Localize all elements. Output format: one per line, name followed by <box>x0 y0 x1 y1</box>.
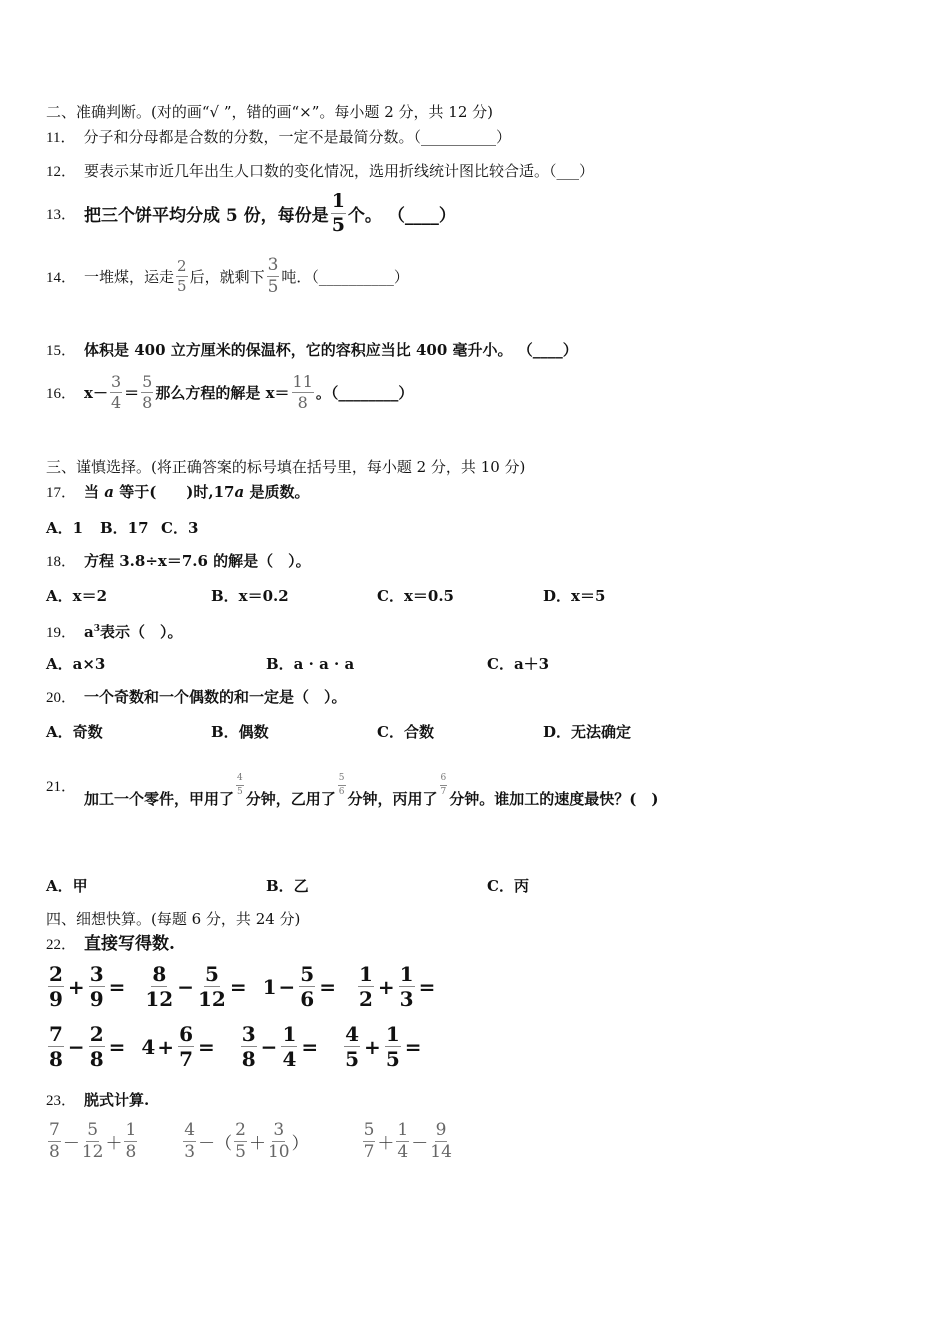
denominator: 5 <box>177 277 187 295</box>
numerator: 4 <box>345 1022 360 1046</box>
question-text: 体积是 400 立方厘米的保温杯，它的容积应当比 400 毫升小。 （____） <box>84 341 578 359</box>
denominator: 5 <box>237 787 243 797</box>
question-text: 分钟。谁加工的速度最快？( ) <box>449 790 659 808</box>
expression <box>342 1024 423 1069</box>
fraction <box>440 774 448 797</box>
question-text: 表示（ ）。 <box>100 623 183 641</box>
question-text: 等于( )时,17 <box>113 483 235 501</box>
numerator: 5 <box>142 372 153 391</box>
numerator: 4 <box>236 774 244 786</box>
fraction <box>48 964 64 1009</box>
denominator: 5 <box>235 1142 246 1162</box>
numerator: 6 <box>179 1022 193 1046</box>
fraction <box>183 1122 196 1161</box>
denominator: 3 <box>399 987 414 1011</box>
operator: − <box>177 974 194 999</box>
variable: a <box>104 483 114 501</box>
section-3-heading: 三、谨慎选择。(将正确答案的标号填在括号里，每小题 2 分，共 10 分) <box>46 458 526 476</box>
fraction <box>89 1024 105 1069</box>
fraction <box>198 964 226 1009</box>
numerator: 1 <box>358 962 373 986</box>
question-23 <box>46 1090 149 1111</box>
numerator: 3 <box>273 1120 285 1140</box>
numerator: 5 <box>87 1120 99 1140</box>
option-b[interactable]: B．偶数 <box>211 723 269 741</box>
equation-text: x－ <box>84 384 108 402</box>
operator: − <box>260 1034 278 1059</box>
fraction <box>331 192 346 235</box>
fraction <box>145 964 173 1009</box>
denominator: 5 <box>267 277 279 297</box>
question-number: 15． <box>46 343 77 359</box>
expression <box>356 964 437 1009</box>
question-text: 当 <box>84 483 105 501</box>
question-number: 17． <box>46 485 77 501</box>
option-d[interactable]: D．x＝5 <box>543 587 606 605</box>
question-text: 后，就剩下 <box>189 268 265 286</box>
operator: − <box>67 1034 85 1059</box>
option-c[interactable]: C．x＝0.5 <box>377 587 454 605</box>
numerator: 3 <box>110 372 122 391</box>
denominator: 5 <box>385 1047 400 1071</box>
numerator: 7 <box>49 1022 63 1046</box>
expression <box>46 1122 139 1161</box>
question-number: 11． <box>46 130 76 146</box>
denominator: 8 <box>125 1142 137 1162</box>
denominator: 3 <box>184 1142 196 1162</box>
question-text: 一堆煤，运走 <box>84 268 175 286</box>
denominator: 8 <box>241 1047 256 1071</box>
denominator: 7 <box>440 787 447 797</box>
close-paren: ） <box>291 1134 309 1154</box>
denominator: 5 <box>345 1047 360 1071</box>
step-calc-row <box>46 1122 454 1161</box>
operator: + <box>377 974 395 999</box>
option-a[interactable]: A．x＝2 <box>46 587 108 605</box>
question-text: 一个奇数和一个偶数的和一定是（ ）。 <box>84 688 347 706</box>
question-number: 13． <box>46 207 77 223</box>
expression <box>141 1024 216 1069</box>
fraction <box>267 257 280 296</box>
fraction <box>338 774 346 797</box>
denominator: 9 <box>89 987 104 1011</box>
variable: a <box>234 483 245 501</box>
numerator: 3 <box>241 1022 256 1046</box>
question-text: 方程 3.8÷x＝7.6 的解是（ ）。 <box>84 552 311 570</box>
question-number: 23． <box>46 1093 77 1109</box>
denominator: 10 <box>267 1142 290 1162</box>
question-text: 脱式计算. <box>84 1091 150 1109</box>
fraction <box>385 1024 401 1069</box>
numerator: 1 <box>397 1120 409 1140</box>
whole-number: 4 <box>141 1034 156 1059</box>
whole-number: 1 <box>262 974 277 999</box>
question-11 <box>46 127 511 148</box>
fraction <box>396 1122 409 1161</box>
numerator: 2 <box>89 1022 104 1046</box>
fraction <box>89 964 105 1009</box>
question-14 <box>46 257 409 296</box>
fraction <box>358 964 374 1009</box>
equals-sign: = <box>108 974 126 999</box>
option-a[interactable]: A．甲 <box>46 877 88 895</box>
question-21 <box>46 762 658 809</box>
option-d[interactable]: D．无法确定 <box>543 723 632 741</box>
expression <box>46 964 127 1009</box>
section-4-heading: 四、细想快算。(每题 6 分，共 24 分) <box>46 910 301 928</box>
denominator: 8 <box>297 393 308 412</box>
question-text: 。（________） <box>315 384 414 402</box>
operator: + <box>67 974 85 999</box>
numerator: 2 <box>235 1120 246 1140</box>
numerator: 11 <box>292 372 313 391</box>
numerator: 1 <box>282 1022 297 1046</box>
question-text: 把三个饼平均分成 5 份，每份是 <box>84 206 329 226</box>
expression <box>239 1024 320 1069</box>
question-text: 要表示某市近几年出生人口数的变化情况，选用折线统计图比较合适。（___） <box>84 162 595 180</box>
question-number: 14． <box>46 270 77 286</box>
section-2-heading: 二、准确判断。(对的画“√ ”，错的画“×”。每小题 2 分，共 12 分) <box>46 103 493 121</box>
operator: － <box>62 1134 80 1154</box>
fraction <box>236 774 244 797</box>
option-a[interactable]: A．1 <box>46 519 84 537</box>
numerator: 1 <box>331 190 345 212</box>
denominator: 9 <box>49 987 63 1011</box>
question-number: 22． <box>46 937 77 953</box>
denominator: 4 <box>397 1142 409 1162</box>
denominator: 14 <box>430 1142 452 1162</box>
option-c[interactable]: C．丙 <box>487 877 529 895</box>
numerator: 3 <box>267 255 279 275</box>
numerator: 9 <box>435 1120 447 1140</box>
operator: －（ <box>198 1134 233 1154</box>
option-b[interactable]: B．17 <box>100 519 149 537</box>
equals-sign: = <box>404 1034 422 1059</box>
numerator: 5 <box>363 1120 375 1140</box>
denominator: 7 <box>179 1047 193 1071</box>
question-number: 21． <box>46 779 77 795</box>
numerator: 1 <box>385 1022 400 1046</box>
denominator: 4 <box>110 393 122 412</box>
denominator: 12 <box>145 987 174 1011</box>
fraction <box>141 374 153 411</box>
question-20 <box>46 687 347 708</box>
fraction <box>299 964 315 1009</box>
numerator: 2 <box>49 962 63 986</box>
operator: ＋ <box>248 1134 266 1154</box>
expression <box>263 964 338 1009</box>
denominator: 8 <box>142 393 153 412</box>
question-12 <box>46 161 594 182</box>
denominator: 2 <box>358 987 373 1011</box>
numerator: 4 <box>184 1120 196 1140</box>
option-c[interactable]: C．合数 <box>377 723 434 741</box>
fraction <box>48 1122 61 1161</box>
question-15 <box>46 340 578 361</box>
fraction <box>344 1024 360 1069</box>
fraction <box>399 964 415 1009</box>
question-text: 分钟，乙用了 <box>245 790 336 808</box>
question-18 <box>46 551 311 572</box>
denominator: 6 <box>300 987 315 1011</box>
fraction <box>48 1024 64 1069</box>
question-text: 吨．（__________） <box>281 268 409 286</box>
question-text: 加工一个零件，甲用了 <box>84 790 235 808</box>
question-number: 20． <box>46 690 77 706</box>
equals-sign: = <box>197 1034 215 1059</box>
numerator: 1 <box>125 1120 137 1140</box>
numerator: 5 <box>204 962 219 986</box>
exponent: 3 <box>93 624 101 634</box>
question-text: 那么方程的解是 x＝ <box>155 384 290 402</box>
numerator: 1 <box>399 962 414 986</box>
base: a <box>84 623 94 641</box>
equals-sign: = <box>229 974 247 999</box>
fraction <box>110 374 122 411</box>
fraction <box>268 1122 290 1161</box>
question-number: 18． <box>46 554 77 570</box>
fraction <box>363 1122 376 1161</box>
operator: ＋ <box>377 1134 395 1154</box>
fraction <box>124 1122 137 1161</box>
operator: + <box>364 1034 381 1059</box>
option-b[interactable]: B．x＝0.2 <box>211 587 289 605</box>
equals-sign: = <box>319 974 336 999</box>
denominator: 8 <box>49 1047 63 1071</box>
question-22 <box>46 934 175 955</box>
denominator: 12 <box>81 1142 104 1162</box>
numerator: 5 <box>338 774 346 786</box>
numerator: 5 <box>300 962 315 986</box>
equals-sign: = <box>418 974 436 999</box>
fraction <box>176 259 188 294</box>
denominator: 7 <box>363 1142 375 1162</box>
fraction <box>234 1122 247 1161</box>
operator: － <box>411 1134 429 1154</box>
expression <box>143 964 248 1009</box>
question-text: 个。 （____） <box>347 206 456 226</box>
fraction <box>281 1024 297 1069</box>
fraction <box>430 1122 452 1161</box>
question-13 <box>46 192 456 235</box>
question-number: 16． <box>46 386 77 402</box>
numerator: 6 <box>440 774 448 786</box>
fraction <box>241 1024 257 1069</box>
operator: + <box>157 1034 175 1059</box>
option-c[interactable]: C．3 <box>161 519 199 537</box>
oral-calc-row-1 <box>46 964 437 1009</box>
expression <box>361 1122 454 1161</box>
question-16 <box>46 374 413 411</box>
denominator: 12 <box>197 987 226 1011</box>
question-19 <box>46 619 183 643</box>
equals-sign: = <box>301 1034 319 1059</box>
question-text: 是质数。 <box>244 483 310 501</box>
question-text: 直接写得数. <box>84 934 175 954</box>
option-b[interactable]: B．a · a · a <box>266 655 355 673</box>
option-b[interactable]: B．乙 <box>266 877 309 895</box>
question-text: 分子和分母都是合数的分数，一定不是最简分数。（__________） <box>83 128 511 146</box>
option-a[interactable]: A．奇数 <box>46 723 103 741</box>
numerator: 7 <box>49 1120 60 1140</box>
fraction <box>292 374 314 411</box>
denominator: 8 <box>49 1142 60 1162</box>
question-number: 19． <box>46 625 77 641</box>
denominator: 4 <box>282 1047 297 1071</box>
operator: ＋ <box>105 1134 123 1154</box>
numerator: 3 <box>89 962 104 986</box>
expression <box>181 1122 308 1161</box>
question-number: 12． <box>46 164 77 180</box>
numerator: 2 <box>177 257 187 275</box>
operator: − <box>278 974 296 999</box>
fraction <box>178 1024 194 1069</box>
option-c[interactable]: C．a＋3 <box>487 655 550 673</box>
numerator: 8 <box>152 962 167 986</box>
denominator: 8 <box>89 1047 104 1071</box>
question-text: 分钟，丙用了 <box>347 790 438 808</box>
question-17 <box>46 482 309 503</box>
denominator: 6 <box>338 787 345 797</box>
fraction <box>82 1122 104 1161</box>
denominator: 5 <box>331 214 345 236</box>
equals-sign: = <box>108 1034 126 1059</box>
oral-calc-row-2 <box>46 1024 424 1069</box>
option-a[interactable]: A．a×3 <box>46 655 106 673</box>
equals-sign: ＝ <box>124 384 140 402</box>
expression <box>46 1024 127 1069</box>
